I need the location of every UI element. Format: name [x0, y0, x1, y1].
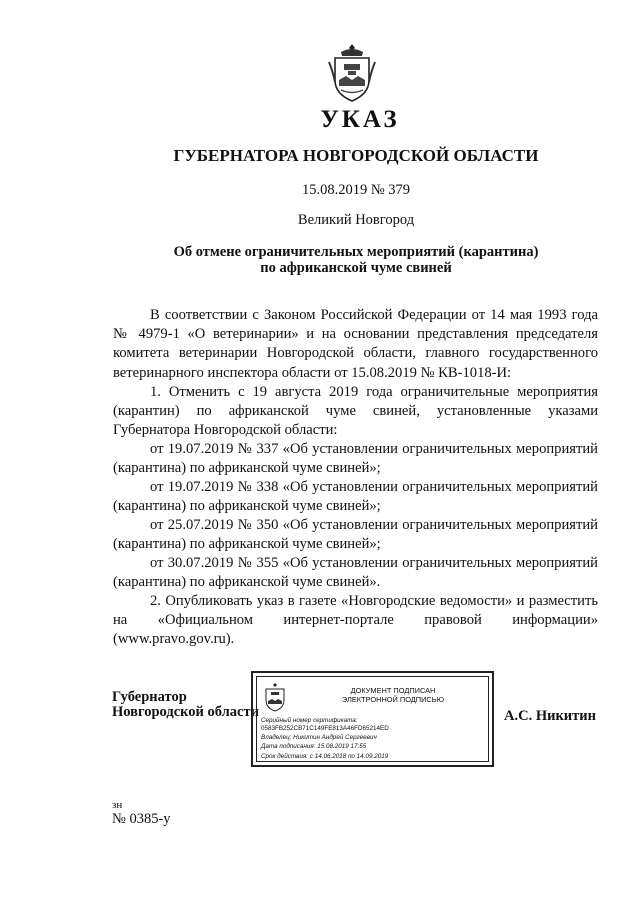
- footer-number: № 0385-у: [112, 811, 171, 827]
- subject-line-1: Об отмене ограничительных мероприятий (карантина): [173, 244, 539, 260]
- stamp-heading-line-2: ЭЛЕКТРОННОЙ ПОДПИСЬЮ: [341, 695, 445, 704]
- footer-code: зн: [112, 799, 123, 811]
- subject-line-2: по африканской чуме свиней: [260, 260, 452, 276]
- document-subject: [36, 244, 640, 276]
- stamp-cert-label: Серийный номер сертификата:: [261, 717, 358, 724]
- document-subtitle: ГУБЕРНАТОРА НОВГОРОДСКОЙ ОБЛАСТИ: [173, 146, 539, 165]
- document-dateline: 15.08.2019 № 379: [301, 182, 411, 198]
- item-1-paragraph: 1. Отменить с 19 августа 2019 года ограничительные мероприятия (карантин) по африканской чуме свиней, установленные указами Губернатора Новгородской области:: [113, 384, 598, 439]
- signer-title-line-2: Новгородской области: [112, 704, 259, 720]
- signer-title: [112, 690, 259, 720]
- document-title: УКАЗ: [320, 106, 400, 133]
- signer-title-line-1: Губернатор: [112, 689, 187, 705]
- stamp-validity: Срок действия: с 14.06.2018 по 14.09.2019: [261, 753, 389, 760]
- stamp-cert-number: 0583FB252CB71C149FE813A46FD65214ED: [261, 725, 389, 732]
- preamble-paragraph: В соответствии с Законом Российской Федерации от 14 мая 1993 года № 4979-1 «О ветеринарии» и на основании представления председателя комитета ветеринарии Новгородской области, главного государственного ветеринарного инспектора области от 15.08.2019 № КВ-1018-И:: [113, 307, 598, 381]
- decree-item: от 19.07.2019 № 337 «Об установлении ограничительных мероприятий (карантина) по африканской чуме свиней»;: [113, 441, 598, 477]
- signer-name: А.С. Никитин: [504, 708, 596, 724]
- stamp-heading: [293, 686, 493, 704]
- electronic-signature-stamp: [251, 671, 494, 767]
- document-place: Великий Новгород: [297, 212, 415, 228]
- decree-item: от 19.07.2019 № 338 «Об установлении ограничительных мероприятий (карантина) по африканской чуме свиней»;: [113, 479, 598, 515]
- decree-item: от 25.07.2019 № 350 «Об установлении ограничительных мероприятий (карантина) по африканской чуме свиней»;: [113, 517, 598, 553]
- item-2-paragraph: 2. Опубликовать указ в газете «Новгородские ведомости» и разместить на «Официальном интернет-портале правовой информации» (www.pravo.gov.ru).: [113, 593, 598, 648]
- stamp-coat-of-arms-icon: [262, 682, 288, 712]
- coat-of-arms-icon: [327, 42, 377, 104]
- stamp-owner: Владелец: Никитин Андрей Сергеевич: [261, 734, 377, 741]
- stamp-signed-date: Дата подписания: 15.08.2019 17:55: [261, 743, 367, 750]
- stamp-heading-line-1: ДОКУМЕНТ ПОДПИСАН: [350, 686, 436, 695]
- decree-item: от 30.07.2019 № 355 «Об установлении ограничительных мероприятий (карантина) по африканской чуме свиней».: [113, 555, 598, 591]
